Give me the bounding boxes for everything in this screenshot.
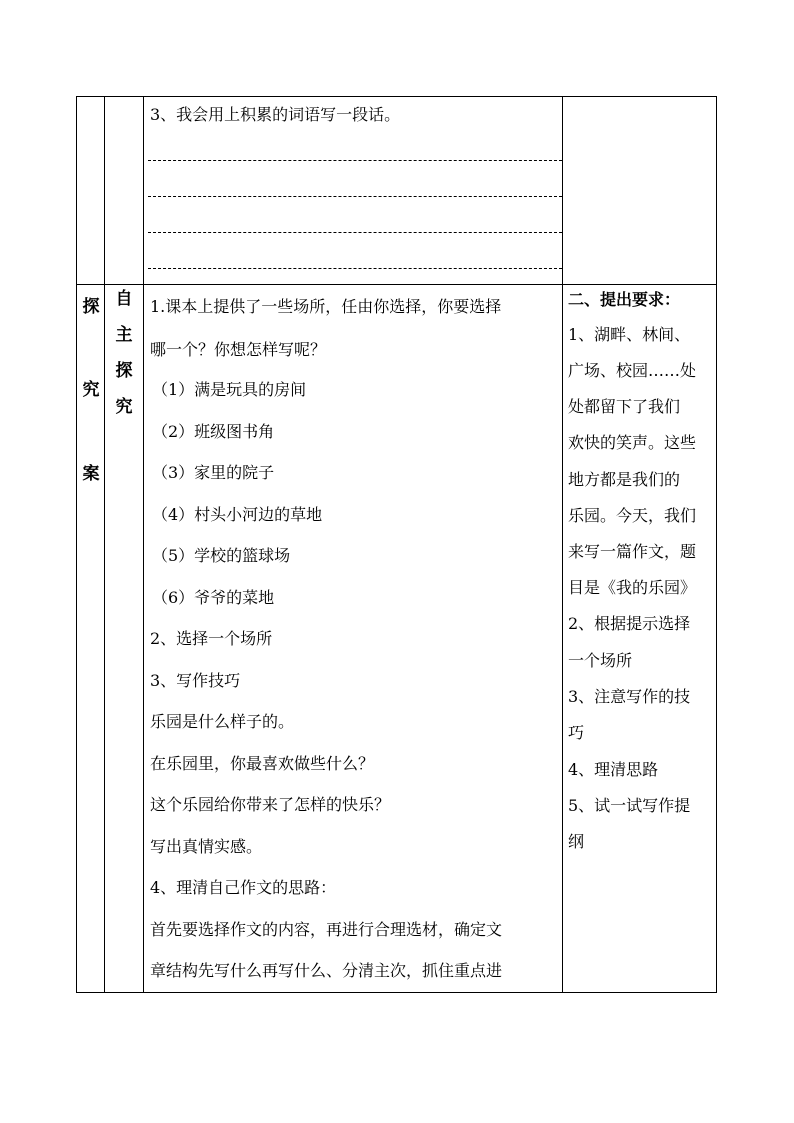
column-divider-1 bbox=[104, 96, 105, 993]
right-line-3: 处都留下了我们 bbox=[568, 397, 681, 416]
main-line-3: （1）满是玩具的房间 bbox=[152, 380, 307, 399]
sub-label-char-4: 究 bbox=[115, 397, 133, 417]
main-line-17: 章结构先写什么再写什么、分清主次，抓住重点进 bbox=[150, 961, 503, 980]
main-line-9: 2、选择一个场所 bbox=[150, 629, 273, 648]
right-line-10: 一个场所 bbox=[568, 651, 633, 670]
answer-line-1 bbox=[148, 160, 562, 161]
right-line-5: 地方都是我们的 bbox=[568, 470, 681, 489]
main-line-1: 1.课本上提供了一些场所，任由你选择，你要选择 bbox=[150, 297, 502, 316]
section-label-char-2: 究 bbox=[82, 380, 100, 400]
right-line-15: 纲 bbox=[568, 832, 585, 851]
sub-label-char-1: 自 bbox=[115, 289, 133, 309]
right-line-12: 巧 bbox=[568, 723, 585, 742]
column-divider-3 bbox=[562, 96, 563, 993]
main-line-14: 写出真情实感。 bbox=[150, 837, 263, 856]
main-line-8: （6）爷爷的菜地 bbox=[152, 588, 275, 607]
right-line-7: 来写一篇作文，题 bbox=[568, 542, 697, 561]
right-line-11: 3、注意写作的技 bbox=[568, 687, 691, 706]
right-line-1: 1、湖畔、林间、 bbox=[568, 325, 691, 344]
main-line-12: 在乐园里，你最喜欢做些什么？ bbox=[150, 754, 375, 773]
row-divider bbox=[76, 284, 717, 285]
main-line-5: （3）家里的院子 bbox=[152, 463, 275, 482]
main-line-6: （4）村头小河边的草地 bbox=[152, 505, 323, 524]
task-3-prompt: 3、我会用上积累的词语写一段话。 bbox=[150, 105, 401, 124]
right-line-4: 欢快的笑声。这些 bbox=[568, 433, 697, 452]
sub-label-char-3: 探 bbox=[115, 361, 133, 381]
column-divider-2 bbox=[143, 96, 144, 993]
right-line-2: 广场、校园……处 bbox=[568, 361, 697, 380]
main-line-2: 哪一个？你想怎样写呢？ bbox=[150, 340, 327, 359]
main-line-13: 这个乐园给你带来了怎样的快乐？ bbox=[150, 795, 391, 814]
main-line-11: 乐园是什么样子的。 bbox=[150, 712, 295, 731]
main-line-10: 3、写作技巧 bbox=[150, 671, 241, 690]
main-line-16: 首先要选择作文的内容，再进行合理选材，确定文 bbox=[150, 920, 503, 939]
right-line-6: 乐园。今天，我们 bbox=[568, 506, 697, 525]
section-label-char-1: 探 bbox=[82, 297, 100, 317]
section-label-char-3: 案 bbox=[82, 464, 100, 484]
requirements-heading: 二、提出要求： bbox=[568, 290, 681, 309]
answer-line-3 bbox=[148, 232, 562, 233]
right-line-9: 2、根据提示选择 bbox=[568, 614, 691, 633]
main-line-4: （2）班级图书角 bbox=[152, 422, 275, 441]
answer-line-2 bbox=[148, 196, 562, 197]
main-line-7: （5）学校的篮球场 bbox=[152, 546, 291, 565]
right-line-8: 目是《我的乐园》 bbox=[568, 578, 697, 597]
answer-line-4 bbox=[148, 268, 562, 269]
right-line-13: 4、理清思路 bbox=[568, 760, 659, 779]
right-line-14: 5、试一试写作提 bbox=[568, 796, 691, 815]
sub-label-char-2: 主 bbox=[115, 325, 133, 345]
main-line-15: 4、理清自己作文的思路： bbox=[150, 878, 337, 897]
